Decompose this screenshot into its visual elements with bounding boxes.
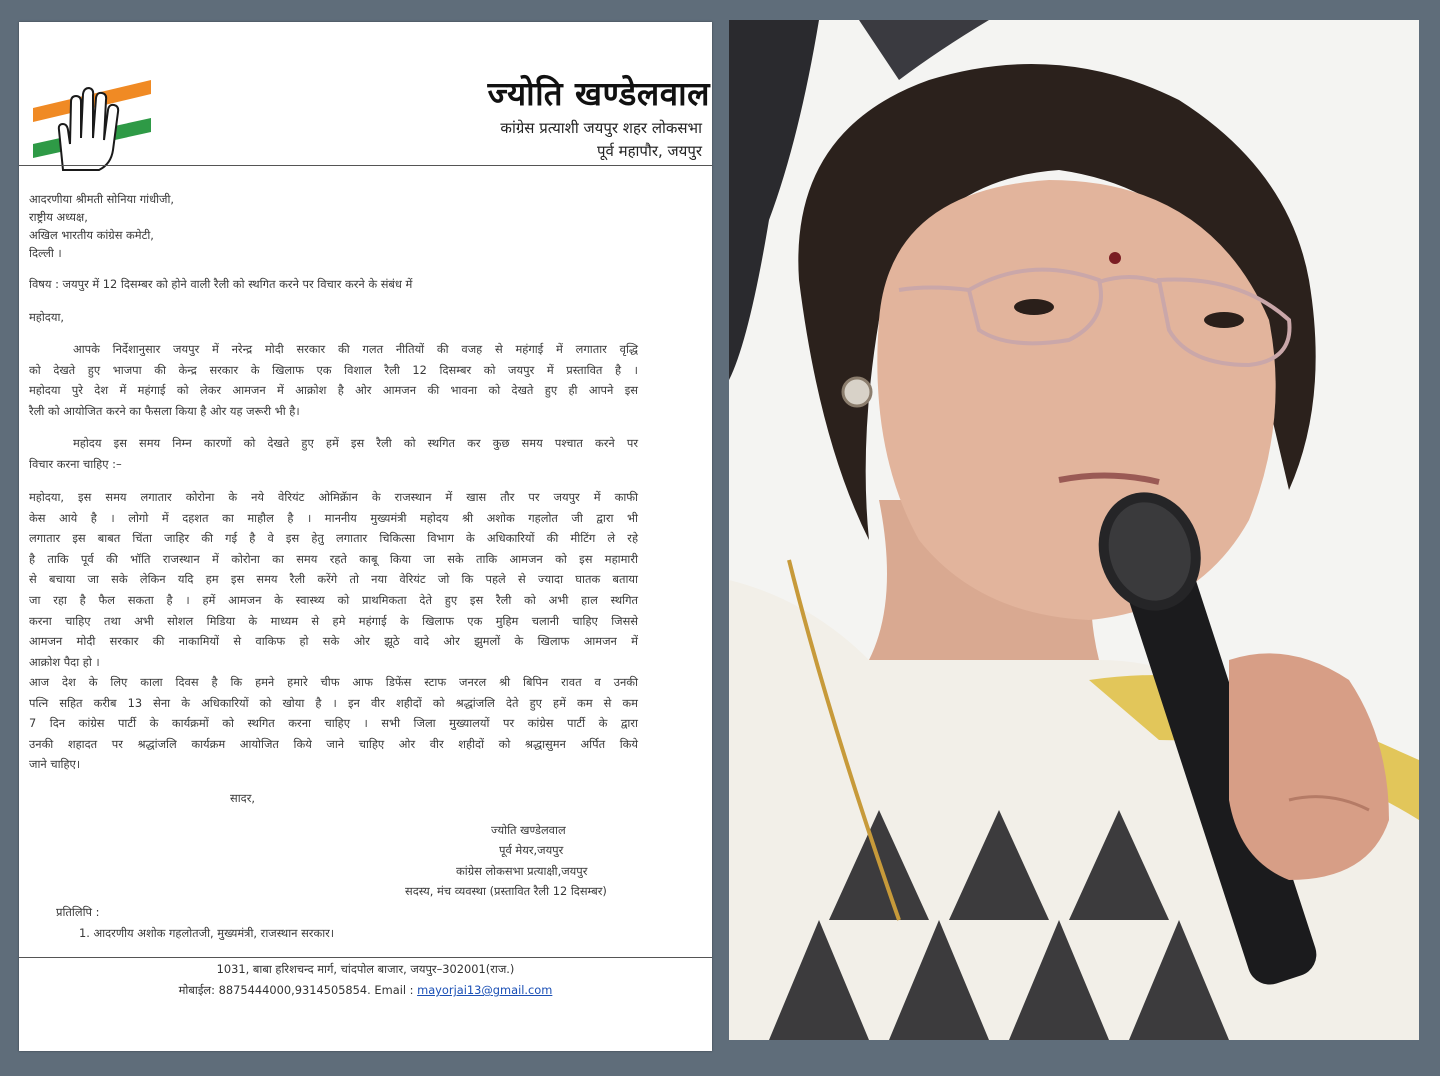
signature-name: ज्योति खण्डेलवाल: [491, 823, 566, 837]
para3-line: आक्रोश पैदा हो ।: [29, 654, 100, 669]
para3-line: करना चाहिए तथा अभी सोशल मिडिया के माध्यम से हमे महंगाई के खिलाफ एक मुहिम चलानी चाहिए जिससे: [29, 613, 638, 628]
signature-title-1: पूर्व मेयर,जयपुर: [499, 843, 564, 857]
letterhead-line-2: पूर्व महापौर, जयपुर: [596, 142, 702, 160]
congress-logo: [33, 78, 158, 178]
portrait-illustration: [729, 20, 1419, 1040]
para2-line: महोदय इस समय निम्न कारणों को देखते हुए हमें इस रैली को स्थगित कर कुछ समय पश्चात करने पर: [73, 436, 638, 450]
para1-line: महोदया पुरे देश में महंगाई को लेकर आमजन में आक्रोश है ओर आमजन की भावना को देखते हुए ही आपने इस: [29, 383, 638, 398]
para3-line: है ताकि पूर्व की भॉति राजस्थान में कोरोना का समय रहते काबू किया जा सके ताकि आमजन को इस महामारी: [29, 551, 638, 566]
copy-item: 1. आदरणीय अशोक गहलोतजी, मुख्यमंत्री, राजस्थान सरकार।: [79, 926, 335, 940]
para3-line: लगातार इस बाबत चिंता जाहिर की गई है वे इस हेतु लगातार चिकित्सा विभाग के अधिकारियों की मीटिंग ले रहे: [29, 531, 638, 546]
paragraph-3: [29, 487, 638, 672]
email-link[interactable]: mayorjai13@gmail.com: [417, 983, 553, 997]
address-line-4: दिल्ली ।: [29, 246, 62, 260]
portrait-photo: [729, 20, 1419, 1040]
address-line-1: आदरणीया श्रीमती सोनिया गांधीजी,: [29, 192, 175, 206]
signature-title-3: सदस्य, मंच व्यवस्था (प्रस्तावित रैली 12 दिसम्बर): [405, 884, 607, 898]
para3-line: आमजन मोदी सरकार की नाकामियों से वाकिफ हो सके ओर झूठे वादे ओर झुमलों के खिलाफ आमजन में: [29, 634, 638, 649]
address-line-2: राष्ट्रीय अध्यक्ष,: [29, 210, 88, 224]
subject-line: विषय : जयपुर में 12 दिसम्बर को होने वाली रैली को स्थगित करने पर विचार करने के संबंध में: [29, 277, 413, 291]
letterhead-line-1: कांग्रेस प्रत्याशी जयपुर शहर लोकसभा: [500, 119, 702, 137]
para3-line: महोदया, इस समय लगातार कोरोना के नये वेरियंट ओमिक्रॅान के राजस्थान में खास तौर पर जयपुर में काफी: [29, 490, 638, 504]
para4-line: पत्नि सहित करीब 13 सेना के अधिकारियों को खोया है । इन वीर शहीदों को श्रद्धांजलि देते हुए हमें कम से कम: [29, 695, 638, 710]
signature-title-2: कांग्रेस लोकसभा प्रत्याक्षी,जयपुर: [456, 864, 588, 878]
salutation: महोदया,: [29, 310, 65, 324]
para4-line: आज देश के लिए काला दिवस है कि हमने हमारे चीफ आफ डिफेंस स्टाफ जनरल श्री बिपिन रावत व उनकी: [29, 675, 638, 689]
para3-line: जा रहा है फैल सकता है । हमें आमजन के स्वास्थ्य को प्राथमिकता देते हुए इस रैली को अभी हाल स्थगित: [29, 592, 638, 607]
footer-rule: [19, 957, 712, 958]
para4-line: उनकी शहादत पर श्रद्धांजलि कार्यक्रम आयोजित किये जाने चाहिए ओर वीर शहीदों को श्रद्धासुमन अर्पित किये: [29, 736, 638, 751]
paragraph-2: [29, 433, 638, 474]
para3-line: केस आये है । लोगो में दहशत का माहौल है । माननीय मुख्यमंत्री महोदय श्री अशोक गहलोत जी द्वारा भी: [29, 510, 638, 525]
letter-page: [19, 22, 712, 1051]
para1-line: आपके निर्देशानुसार जयपुर में नरेन्द्र मोदी सरकार की गलत नीतियों की वजह से महंगाई में लगातार वृद्धि: [73, 342, 638, 356]
para1-line: रैली को आयोजित करने का फैसला किया है ओर यह जरूरी भी है।: [29, 403, 300, 418]
para2-line: विचार करना चाहिए :–: [29, 456, 122, 471]
copy-label: प्रतिलिपि :: [56, 905, 100, 919]
letterhead-name: ज्योति खण्डेलवाल: [487, 74, 710, 113]
footer-contact-text: मोबाईल: 8875444000,9314505854. Email :: [178, 983, 418, 997]
closing: सादर,: [230, 791, 255, 805]
para3-line: से बचाया जा सके लेकिन यदि हम इस समय रैली करेंगे तो नया वेरियंट जो कि पहले से ज्यादा घातक बताया: [29, 572, 638, 587]
para4-line: जाने चाहिए।: [29, 757, 81, 772]
para4-line: 7 दिन कांग्रेस पार्टी के कार्यक्रमों को स्थगित करना चाहिए । सभी जिला मुख्यालयों पर कांग्रेस पार्टी के द्वारा: [29, 716, 638, 731]
footer-contact: [19, 983, 712, 998]
paragraph-4: [29, 672, 638, 775]
header-rule: [19, 165, 712, 166]
footer-address: 1031, बाबा हरिशचन्द मार्ग, चांदपोल बाजार, जयपुर–302001(राज.): [216, 962, 515, 976]
para1-line: को देखते हुए भाजपा की केन्द्र सरकार के खिलाफ एक विशाल रैली 12 दिसम्बर को जयपुर में प्रस्तावित है ।: [29, 362, 638, 377]
paragraph-1: [29, 339, 638, 421]
address-line-3: अखिल भारतीय कांग्रेस कमेटी,: [29, 228, 154, 242]
